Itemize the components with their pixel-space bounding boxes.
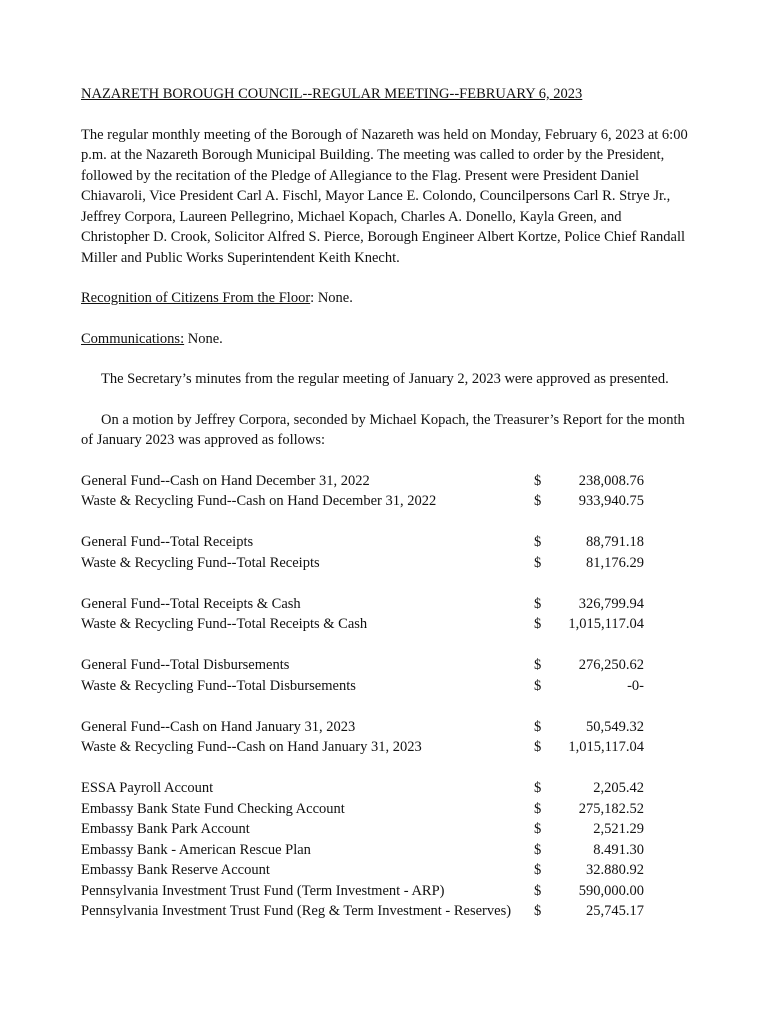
- report-row: [81, 737, 691, 758]
- report-row-currency: $: [534, 595, 542, 612]
- report-row: [81, 901, 691, 922]
- report-row-currency: $: [534, 493, 542, 509]
- report-row: [81, 881, 691, 902]
- recognition-text: : None.: [310, 290, 353, 306]
- report-row-currency: $: [534, 534, 542, 550]
- report-row-amount: 933,940.75: [578, 493, 644, 509]
- report-row-amount: 32.880.92: [586, 862, 644, 878]
- communications-label: Communications:: [81, 330, 185, 347]
- report-row: [81, 860, 691, 881]
- report-row-label: Waste & Recycling Fund--Total Receipts & Cash: [81, 616, 368, 632]
- treasurer-report-paragraph: On a motion by Jeffrey Corpora, seconded by Michael Kopach, the Treasurer’s Report for the month of January 2023 was approved as follows:: [81, 411, 685, 448]
- report-row-currency: $: [534, 862, 542, 878]
- report-group: [81, 532, 691, 573]
- minutes-content: [81, 84, 691, 942]
- report-row-amount: 50,549.32: [586, 718, 644, 735]
- report-row-amount: 590,000.00: [578, 882, 644, 899]
- report-row: [81, 614, 691, 635]
- report-row-currency: $: [534, 472, 542, 489]
- report-row-currency: $: [534, 616, 542, 632]
- report-row-label: Pennsylvania Investment Trust Fund (Reg & Term Investment - Reserves): [81, 903, 512, 919]
- report-row-amount: 2,521.29: [593, 821, 644, 837]
- report-row-amount: 275,182.52: [578, 800, 644, 817]
- report-row-currency: $: [534, 657, 542, 673]
- report-row-currency: $: [534, 677, 542, 694]
- report-row: [81, 840, 691, 861]
- report-row-amount: 2,205.42: [593, 780, 644, 796]
- report-row-amount: 238,008.76: [578, 472, 644, 489]
- report-row-label: Waste & Recycling Fund--Cash on Hand December 31, 2022: [81, 493, 437, 509]
- report-group: [81, 594, 691, 635]
- report-row-label: General Fund--Cash on Hand January 31, 2023: [81, 718, 356, 735]
- report-row-label: Embassy Bank Park Account: [81, 821, 250, 837]
- report-row-amount: 1,015,117.04: [568, 616, 644, 632]
- report-row-currency: $: [534, 882, 542, 899]
- report-row: [81, 532, 691, 553]
- report-row-amount: 25,745.17: [586, 903, 644, 919]
- report-row-label: General Fund--Cash on Hand December 31, 2022: [81, 472, 370, 489]
- report-row-currency: $: [534, 800, 542, 817]
- report-row: [81, 799, 691, 820]
- report-row: [81, 676, 691, 697]
- report-row-currency: $: [534, 780, 542, 796]
- minutes-approval-paragraph: The Secretary’s minutes from the regular meeting of January 2, 2023 were approved as presented.: [101, 371, 669, 387]
- report-row-label: Embassy Bank Reserve Account: [81, 862, 270, 878]
- report-row: [81, 553, 691, 574]
- report-row-currency: $: [534, 821, 542, 837]
- report-row-label: ESSA Payroll Account: [81, 780, 214, 796]
- report-row-amount: 276,250.62: [578, 657, 644, 673]
- report-row-amount: 1,015,117.04: [568, 739, 644, 755]
- treasurer-report-table: [81, 471, 691, 922]
- intro-paragraph: The regular monthly meeting of the Borough of Nazareth was held on Monday, February 6, 2023 at 6:00 p.m. at the Nazareth Borough Municipal Building. The meeting was called to order by the President, followed by the recitation of the Pledge of Allegiance to the Flag. Present were President Daniel Chiavaroli, Vice President Carl A. Fischl, Mayor Lance E. Colondo, Councilpersons Carl R. Strye Jr., Jeffrey Corpora, Laureen Pellegrino, Michael Kopach, Charles A. Donello, Kayla Green, and Christopher D. Crook, Solicitor Alfred S. Pierce, Borough Engineer Albert Kortze, Police Chief Randall Miller and Public Works Superintendent Keith Knecht.: [81, 126, 688, 266]
- report-row-label: Embassy Bank State Fund Checking Account: [81, 800, 345, 817]
- report-row-amount: -0-: [627, 677, 644, 694]
- recognition-paragraph: [81, 288, 691, 309]
- report-group: [81, 717, 691, 758]
- report-row: [81, 819, 691, 840]
- report-row-label: Waste & Recycling Fund--Total Disbursements: [81, 677, 356, 694]
- report-row-label: General Fund--Total Receipts: [81, 534, 254, 550]
- report-row-label: General Fund--Total Receipts & Cash: [81, 595, 301, 612]
- report-row-label: Waste & Recycling Fund--Cash on Hand January 31, 2023: [81, 739, 422, 755]
- report-row-currency: $: [534, 739, 542, 755]
- report-row-currency: $: [534, 554, 542, 571]
- communications-text: None.: [184, 330, 223, 347]
- report-group: [81, 655, 691, 696]
- report-row-label: General Fund--Total Disbursements: [81, 657, 290, 673]
- report-row: [81, 471, 691, 492]
- report-row: [81, 717, 691, 738]
- report-row-label: Pennsylvania Investment Trust Fund (Term Investment - ARP): [81, 882, 445, 899]
- report-row-currency: $: [534, 903, 542, 919]
- report-row-amount: 88,791.18: [586, 534, 644, 550]
- report-row-amount: 326,799.94: [578, 595, 644, 612]
- report-row: [81, 594, 691, 615]
- report-row-currency: $: [534, 718, 542, 735]
- report-row: [81, 655, 691, 676]
- report-row-label: Embassy Bank - American Rescue Plan: [81, 841, 311, 858]
- report-row-amount: 8.491.30: [593, 841, 644, 858]
- report-row: [81, 778, 691, 799]
- report-row: [81, 491, 691, 512]
- report-group: [81, 778, 691, 922]
- communications-paragraph: [81, 329, 691, 350]
- report-group: [81, 471, 691, 512]
- recognition-label: Recognition of Citizens From the Floor: [81, 290, 311, 306]
- report-row-amount: 81,176.29: [586, 554, 644, 571]
- report-row-label: Waste & Recycling Fund--Total Receipts: [81, 554, 320, 571]
- report-row-currency: $: [534, 841, 542, 858]
- document-title: NAZARETH BOROUGH COUNCIL--REGULAR MEETING--FEBRUARY 6, 2023: [81, 86, 583, 102]
